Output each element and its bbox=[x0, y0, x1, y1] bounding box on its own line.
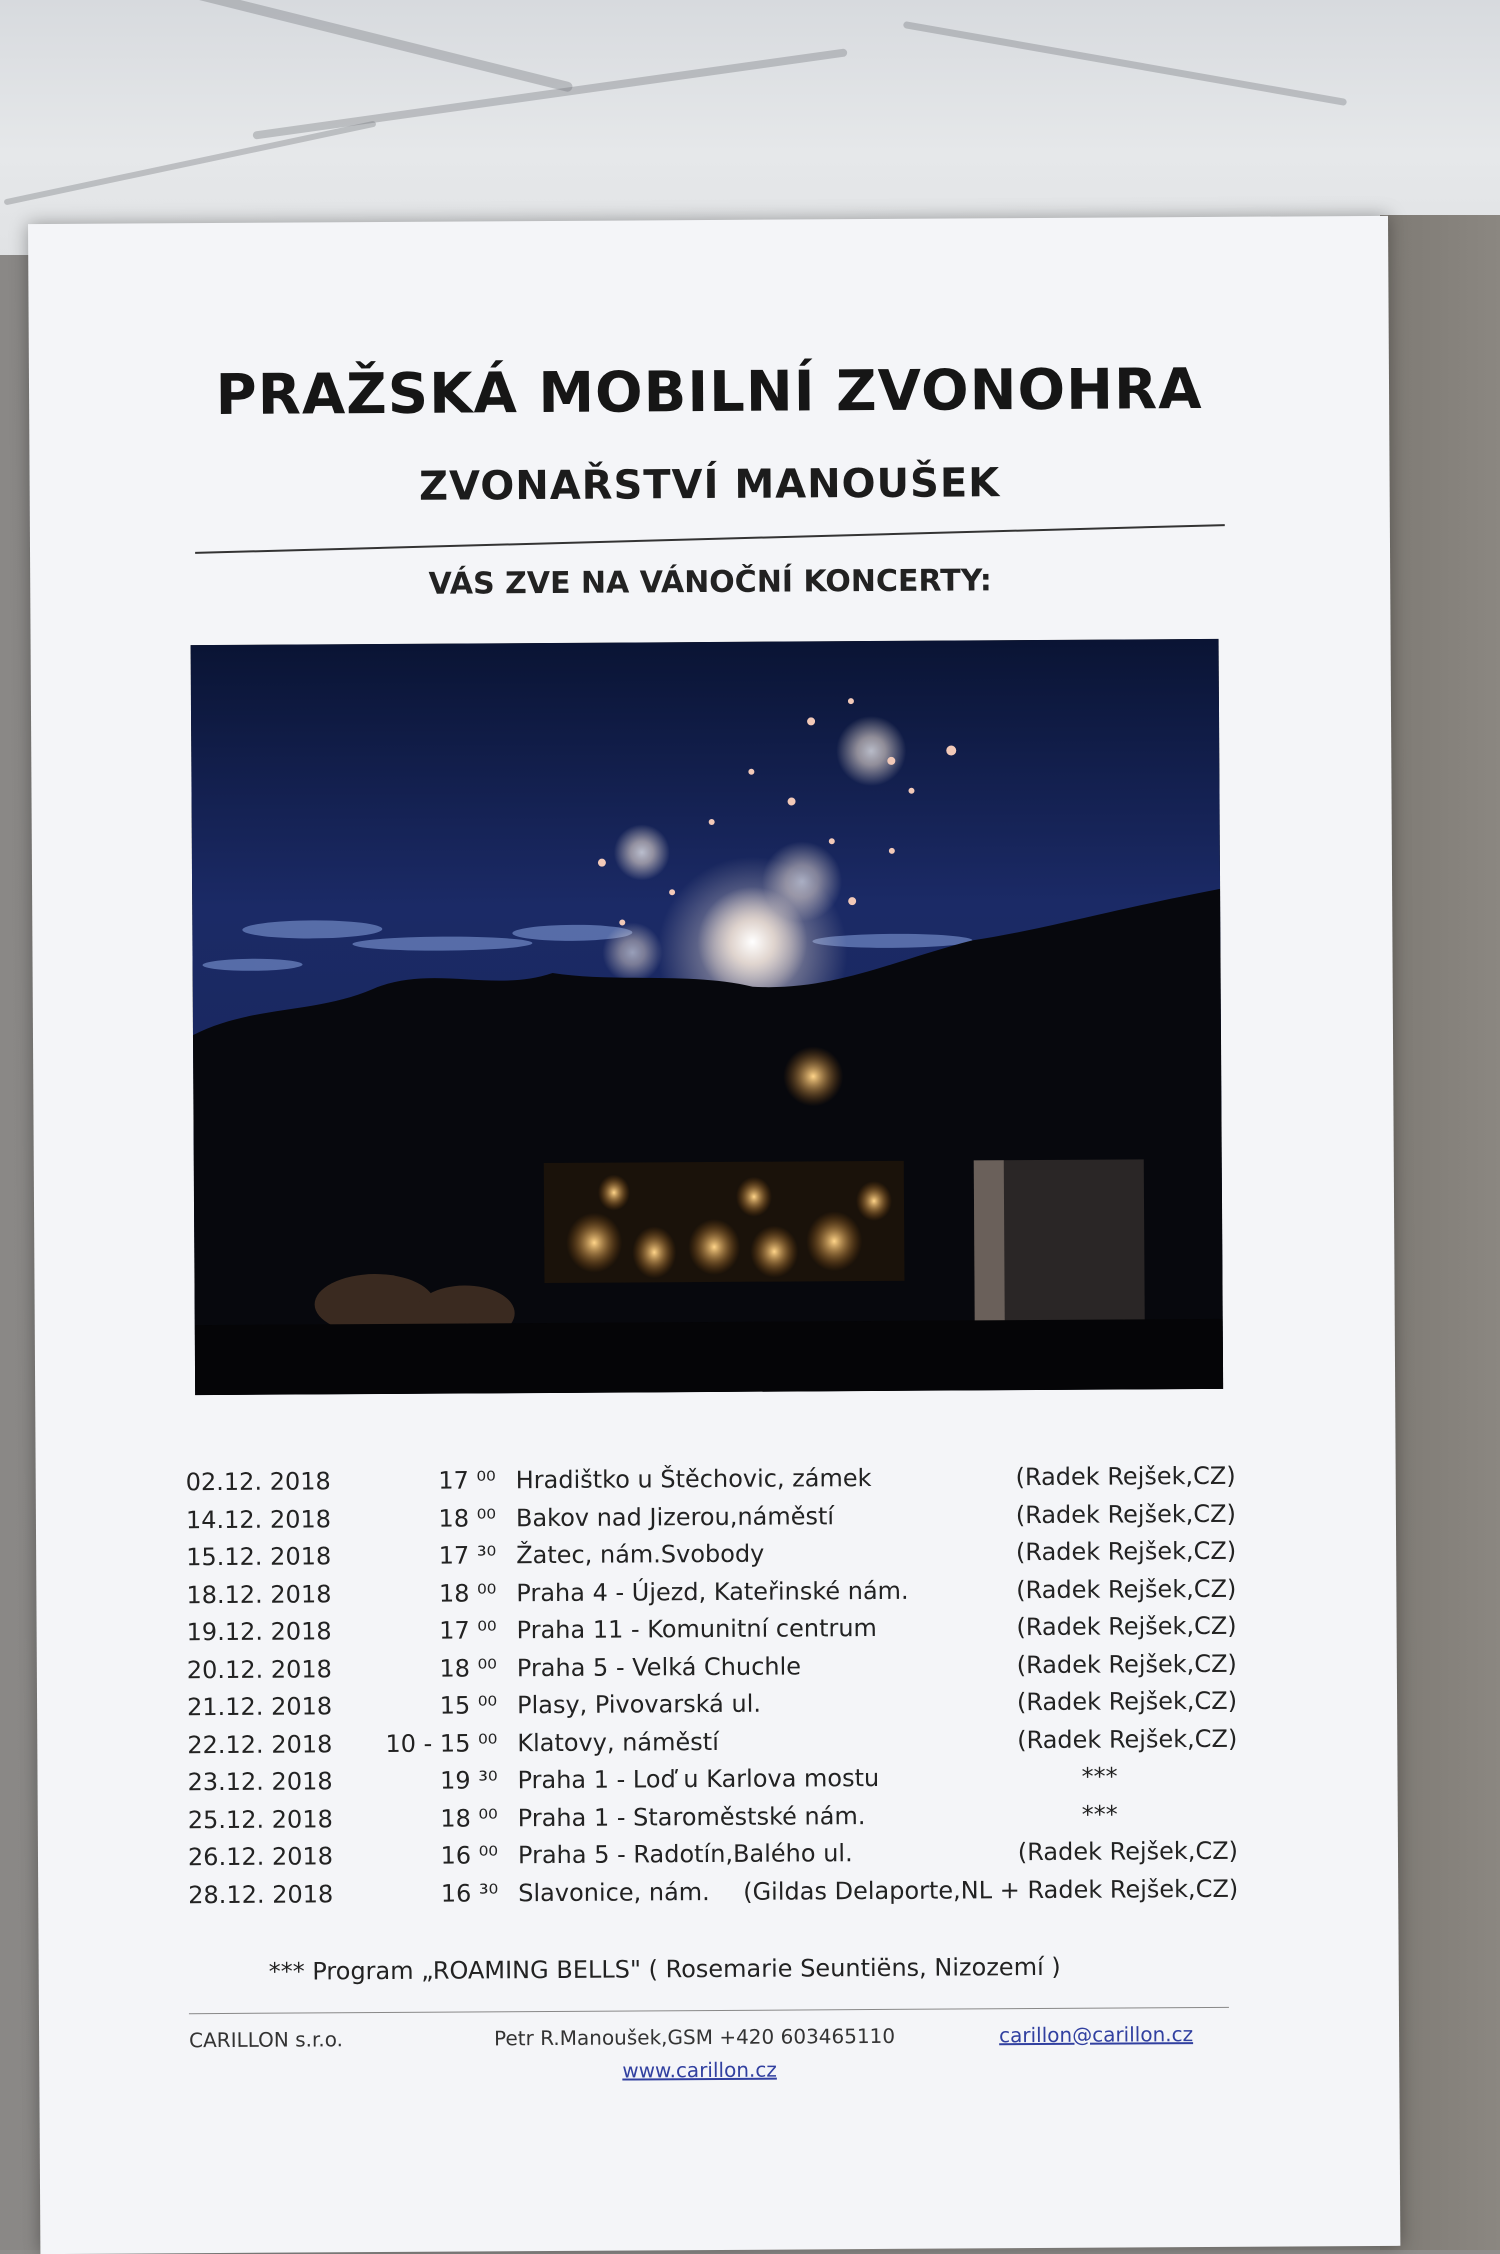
concert-row bbox=[188, 1837, 1238, 1881]
concert-date: 23.12. 2018 bbox=[187, 1767, 333, 1797]
footer-website-link[interactable]: www.carillon.cz bbox=[622, 2057, 777, 2083]
concert-time: 17 ³⁰ bbox=[438, 1541, 497, 1570]
concert-row bbox=[187, 1612, 1237, 1656]
concert-performer: (Radek Rejšek,CZ) bbox=[1017, 1724, 1238, 1754]
concert-time: 15 ⁰⁰ bbox=[439, 1691, 498, 1720]
footer-email-link[interactable]: carillon@carillon.cz bbox=[999, 2022, 1194, 2048]
concert-time: 10 - 15 ⁰⁰ bbox=[385, 1728, 498, 1758]
concert-date: 22.12. 2018 bbox=[187, 1729, 333, 1759]
concert-time: 18 ⁰⁰ bbox=[439, 1653, 497, 1683]
concert-row bbox=[187, 1687, 1237, 1731]
concert-date: 18.12. 2018 bbox=[186, 1579, 332, 1609]
concert-row bbox=[187, 1724, 1237, 1768]
concert-row bbox=[188, 1799, 1238, 1843]
concert-date: 14.12. 2018 bbox=[185, 1504, 332, 1534]
concert-place: Praha 5 - Radotín,Balého ul. bbox=[517, 1839, 853, 1870]
concert-place: Hradištko u Štěchovic, zámek bbox=[515, 1464, 872, 1495]
concert-date: 15.12. 2018 bbox=[186, 1542, 332, 1572]
concert-performer: (Radek Rejšek,CZ) bbox=[1015, 1499, 1236, 1529]
tree-branch bbox=[4, 121, 377, 206]
concert-time: 18 ⁰⁰ bbox=[440, 1803, 498, 1833]
concert-performer: *** bbox=[1081, 1800, 1118, 1829]
tree-branch bbox=[67, 0, 574, 93]
concert-place: Klatovy, náměstí bbox=[517, 1727, 719, 1757]
concert-time: 16 ⁰⁰ bbox=[440, 1841, 499, 1870]
concert-date: 02.12. 2018 bbox=[185, 1467, 331, 1497]
concert-list bbox=[186, 1462, 1239, 1918]
concert-place: Praha 1 - Staroměstské nám. bbox=[517, 1801, 866, 1832]
fireworks-carillon-photo bbox=[191, 639, 1224, 1395]
concert-performer: *** bbox=[1081, 1762, 1118, 1791]
concert-performer: (Radek Rejšek,CZ) bbox=[1017, 1836, 1239, 1867]
photo-illustration bbox=[191, 639, 1224, 1395]
concert-place: Praha 4 - Újezd, Kateřinské nám. bbox=[516, 1576, 909, 1607]
concert-date: 21.12. 2018 bbox=[186, 1692, 333, 1722]
concert-place: Praha 11 - Komunitní centrum bbox=[516, 1613, 877, 1645]
footer-divider bbox=[189, 2007, 1229, 2014]
title-divider bbox=[195, 524, 1225, 554]
concert-date: 20.12. 2018 bbox=[186, 1654, 332, 1684]
concert-date: 26.12. 2018 bbox=[187, 1842, 334, 1872]
program-footnote: *** Program „ROAMING BELLS" ( Rosemarie Seuntiëns, Nizozemí ) bbox=[268, 1952, 1061, 1986]
concert-row bbox=[186, 1574, 1236, 1618]
concert-performer: (Radek Rejšek,CZ) bbox=[1015, 1461, 1236, 1492]
concert-place: Praha 1 - Loď u Karlova mostu bbox=[517, 1763, 880, 1795]
concert-performer: (Radek Rejšek,CZ) bbox=[1016, 1611, 1237, 1642]
concert-place: Žatec, nám.Svobody bbox=[516, 1539, 765, 1570]
concert-row bbox=[187, 1649, 1237, 1693]
concert-poster bbox=[28, 216, 1400, 2254]
concert-time: 18 ⁰⁰ bbox=[438, 1578, 497, 1608]
concert-place: Slavonice, nám. bbox=[518, 1877, 710, 1907]
footer-company: CARILLON s.r.o. bbox=[189, 2027, 344, 2053]
concert-time: 18 ⁰⁰ bbox=[438, 1503, 497, 1533]
concert-performer: (Radek Rejšek,CZ) bbox=[1016, 1574, 1237, 1604]
concert-date: 19.12. 2018 bbox=[186, 1617, 332, 1647]
concert-place: Bakov nad Jizerou,náměstí bbox=[515, 1501, 835, 1532]
tree-branch bbox=[903, 21, 1347, 106]
poster-title: PRAŽSKÁ MOBILNÍ ZVONOHRA bbox=[215, 356, 1203, 429]
concert-time: 16 ³⁰ bbox=[440, 1878, 499, 1908]
concert-row bbox=[187, 1762, 1237, 1806]
concert-performer: (Radek Rejšek,CZ) bbox=[1015, 1536, 1237, 1567]
poster-subtitle: ZVONAŘSTVÍ MANOUŠEK bbox=[418, 460, 1001, 510]
concert-date: 25.12. 2018 bbox=[187, 1804, 333, 1834]
tree-branch bbox=[252, 48, 847, 139]
concert-row bbox=[186, 1537, 1236, 1581]
concert-row bbox=[186, 1499, 1236, 1543]
concert-performer: (Radek Rejšek,CZ) bbox=[1016, 1649, 1237, 1679]
concert-time: 17 ⁰⁰ bbox=[438, 1466, 496, 1495]
concert-row bbox=[188, 1874, 1238, 1918]
invitation-text: VÁS ZVE NA VÁNOČNÍ KONCERTY: bbox=[428, 563, 992, 602]
concert-performer: (Radek Rejšek,CZ) bbox=[1016, 1686, 1238, 1717]
concert-date: 28.12. 2018 bbox=[188, 1879, 334, 1909]
concert-place: Plasy, Pivovarská ul. bbox=[516, 1689, 762, 1720]
concert-performer: (Gildas Delaporte,NL + Radek Rejšek,CZ) bbox=[743, 1874, 1239, 1906]
concert-time: 19 ³⁰ bbox=[440, 1766, 498, 1795]
concert-time: 17 ⁰⁰ bbox=[439, 1616, 497, 1645]
concert-place: Praha 5 - Velká Chuchle bbox=[516, 1651, 802, 1682]
concert-row bbox=[186, 1462, 1236, 1506]
footer-contact: Petr R.Manoušek,GSM +420 603465110 bbox=[494, 2023, 896, 2051]
